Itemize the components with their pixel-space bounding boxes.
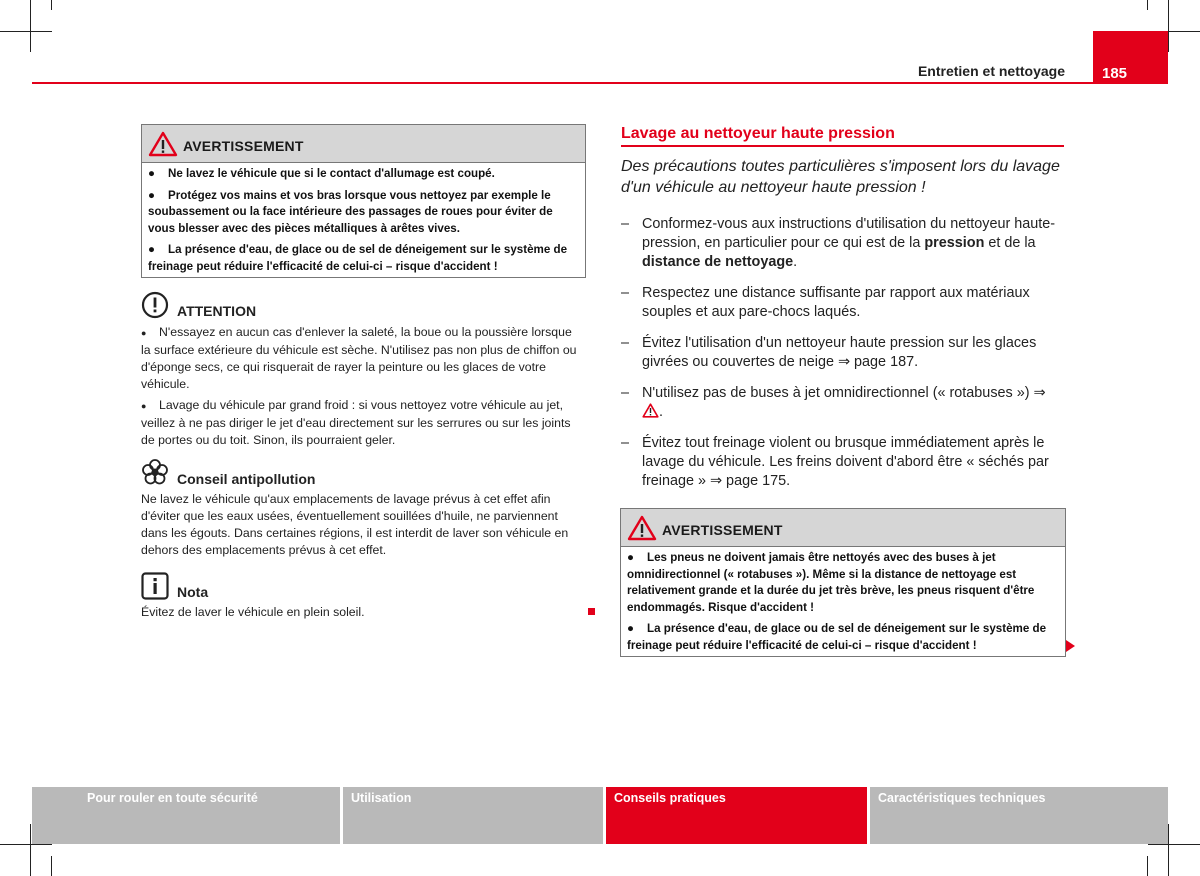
page-reference-link[interactable]: Évitez l'utilisation d'un nettoyeur haute pression sur les glaces givrées ou couvertes de neige ⇒ page 187. bbox=[642, 335, 1037, 370]
list-item: – Conformez-vous aux instructions d'utilisation du nettoyeur haute-pression, en particulier pour ce qui est de la pression et de la distance de nettoyage. bbox=[621, 216, 1056, 270]
page-number: 185 bbox=[1093, 31, 1168, 84]
info-icon bbox=[141, 572, 169, 600]
warning-item: ● Les pneus ne doivent jamais être nettoyés avec des buses à jet omnidirectionnel (« rotabuses »). Même si la distance de nettoyage est relativement grande et la durée du jet très brève, les pneus risquent d'être endommagés. Risque d'accident ! bbox=[627, 551, 1035, 614]
crop-mark bbox=[1147, 856, 1148, 876]
list-item: – N'utilisez pas de buses à jet omnidirectionnel (« rotabuses ») ⇒ . bbox=[621, 385, 1046, 420]
footer-tab-usage[interactable]: Utilisation bbox=[343, 787, 603, 844]
warning-title: AVERTISSEMENT bbox=[183, 138, 304, 154]
attention-title: ATTENTION bbox=[177, 303, 257, 319]
list-item: – Évitez tout freinage violent ou brusque immédiatement après le lavage du véhicule. Les freins doivent d'abord être « séchés par freinage » ⇒ page 175. bbox=[621, 435, 1049, 489]
nota-text: Évitez de laver le véhicule en plein soleil. bbox=[141, 605, 365, 619]
section-title: Entretien et nettoyage bbox=[917, 63, 1065, 79]
crop-mark bbox=[30, 824, 31, 876]
warning-box bbox=[141, 124, 586, 278]
end-of-section-mark bbox=[588, 608, 595, 615]
warning-title: AVERTISSEMENT bbox=[662, 522, 783, 538]
continued-arrow-icon bbox=[1066, 640, 1075, 652]
crop-mark bbox=[1168, 0, 1169, 52]
warning-triangle-icon bbox=[627, 515, 657, 541]
warning-body bbox=[142, 163, 585, 283]
crop-mark bbox=[51, 856, 52, 876]
exclamation-circle-icon bbox=[141, 291, 169, 319]
flower-icon bbox=[141, 458, 169, 486]
list-item: – Respectez une distance suffisante par rapport aux matériaux souples et aux pare-chocs laqués. bbox=[621, 285, 1030, 320]
warning-item: ● Protégez vos mains et vos bras lorsque vous nettoyez par exemple le soubassement ou la face intérieure des passages de roues pour éviter de vous blesser avec des pièces métalliques à arêtes vives. bbox=[148, 188, 553, 235]
crop-mark bbox=[1168, 824, 1169, 876]
attention-text bbox=[141, 324, 584, 453]
crop-mark bbox=[0, 31, 52, 32]
footer-tab-technical-specs[interactable]: Caractéristiques techniques bbox=[870, 787, 1168, 844]
warning-box bbox=[620, 508, 1066, 657]
eco-title: Conseil antipollution bbox=[177, 471, 316, 487]
crop-mark bbox=[0, 844, 52, 845]
warning-header bbox=[142, 125, 585, 163]
crop-mark bbox=[1147, 0, 1148, 10]
footer-tab-practical-tips[interactable]: Conseils pratiques bbox=[606, 787, 867, 844]
warning-item: ● La présence d'eau, de glace ou de sel de déneigement sur le système de freinage peut réduire l'efficacité de celui-ci – risque d'accident ! bbox=[148, 243, 568, 273]
list-item: – Évitez l'utilisation d'un nettoyeur haute pression sur les glaces givrées ou couvertes de neige ⇒ page 187. bbox=[621, 335, 1037, 370]
warning-body bbox=[621, 547, 1065, 662]
eco-text: Ne lavez le véhicule qu'aux emplacements de lavage prévus à cet effet afin d'éviter que les eaux usées, éventuellement souillées d'huile, ne parviennent dans les égouts. Dans certaines régions, il est interdit de laver son véhicule en dehors des emplacements prévus à cet effet. bbox=[141, 492, 569, 557]
nota-title: Nota bbox=[177, 584, 209, 600]
attention-item: ● Lavage du véhicule par grand froid : si vous nettoyez votre véhicule au jet, veillez à ne pas diriger le jet d'eau directement sur les serrures ou sur les joints de portes ou du toit. Sinon, ils pourraient geler. bbox=[141, 398, 571, 447]
attention-item: ● N'essayez en aucun cas d'enlever la saleté, la boue ou la poussière lorsque la surface extérieure du véhicule est sèche. N'utilisez pas non plus de chiffon ou d'éponge secs, ce qui risquerait de rayer la peinture ou les glaces de votre véhicule. bbox=[141, 325, 577, 391]
warning-triangle-icon bbox=[148, 131, 178, 157]
page-reference-link[interactable]: Évitez tout freinage violent ou brusque immédiatement après le lavage du véhicule. Les freins doivent d'abord être « séchés par freinage » ⇒ page 175. bbox=[642, 435, 1049, 489]
crop-mark bbox=[1148, 844, 1200, 845]
heading-rule bbox=[621, 145, 1064, 147]
warning-triangle-icon[interactable] bbox=[642, 403, 659, 418]
crop-mark bbox=[30, 0, 31, 52]
warning-item: ● La présence d'eau, de glace ou de sel de déneigement sur le système de freinage peut réduire l'efficacité de celui-ci – risque d'accident ! bbox=[627, 622, 1047, 652]
instruction-list bbox=[621, 215, 1065, 503]
section-heading: Lavage au nettoyeur haute pression bbox=[621, 125, 895, 142]
section-intro: Des précautions toutes particulières s'imposent lors du lavage d'un véhicule au nettoyeur haute pression ! bbox=[621, 158, 1060, 196]
warning-header bbox=[621, 509, 1065, 547]
crop-mark bbox=[51, 0, 52, 10]
footer-tab-safety[interactable]: Pour rouler en toute sécurité bbox=[32, 787, 340, 844]
header-rule bbox=[32, 82, 1168, 84]
warning-item: ● Ne lavez le véhicule que si le contact d'allumage est coupé. bbox=[148, 167, 495, 180]
